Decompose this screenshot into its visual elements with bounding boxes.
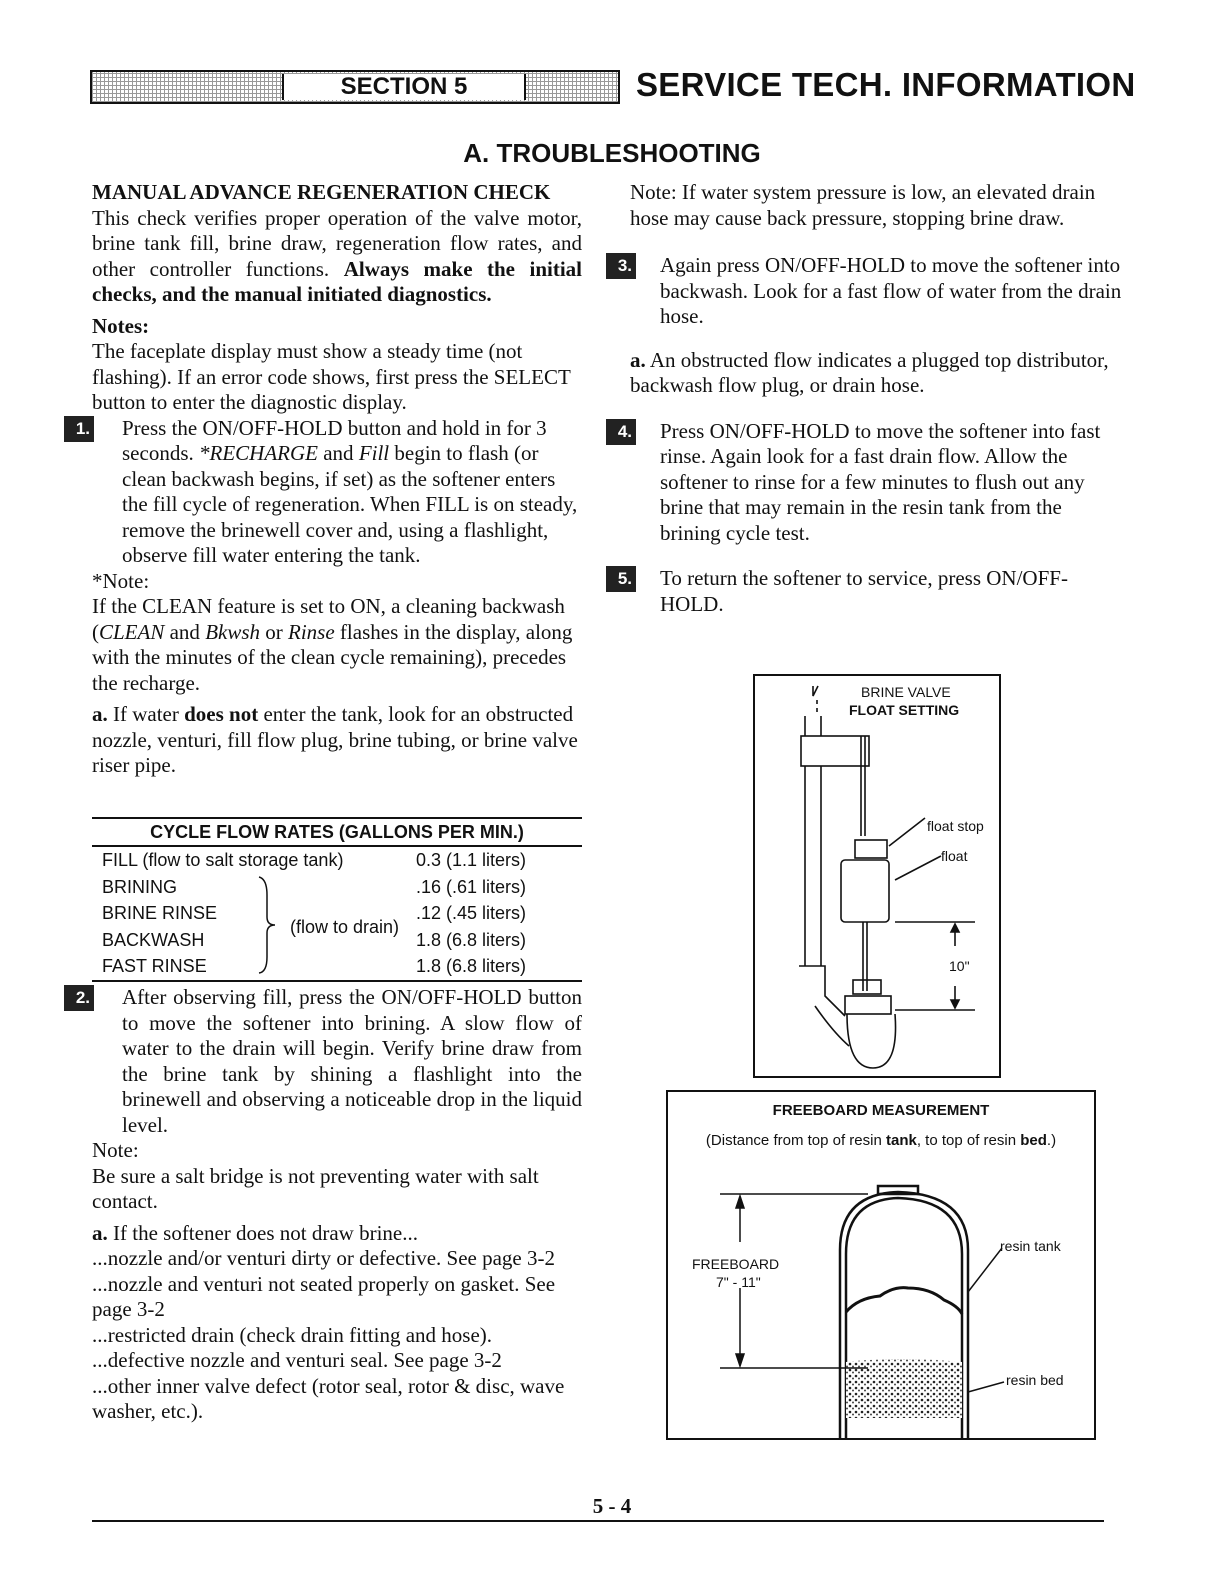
- step-number: 3.: [606, 253, 636, 279]
- note2-label: Note:: [92, 1138, 139, 1162]
- check-heading: MANUAL ADVANCE REGENERATION CHECK: [92, 180, 551, 204]
- flow-to-drain-label: (flow to drain): [290, 917, 400, 937]
- list-item: ...restricted drain (check drain fitting and hose).: [92, 1322, 493, 1347]
- section-label: SECTION 5: [282, 74, 526, 100]
- freeboard-title: FREEBOARD MEASUREMENT: [772, 1102, 990, 1119]
- figure-label-line2: FLOAT SETTING: [849, 702, 960, 718]
- notes-label: Notes:: [92, 313, 150, 338]
- table-title: CYCLE FLOW RATES (GALLONS PER MIN.): [92, 817, 582, 847]
- step-number: 2.: [64, 985, 94, 1011]
- step-4: 4. Press ON/OFF-HOLD to move the softener into fast rinse. Again look for a fast drain flow. Allow the softener to rinse for a few minutes to flush out any brine that may remain in the resin tank from the brining cycle test.: [630, 419, 1122, 547]
- list-item: ...nozzle and/or venturi dirty or defective. See page 3-2: [92, 1246, 555, 1270]
- float-stop-label: float stop: [927, 818, 984, 834]
- left-column: [75, 180, 583, 779]
- section-banner: [90, 70, 620, 104]
- table-row: BRINE RINSE .12 (.45 liters): [102, 903, 527, 923]
- freeboard-figure: [666, 1090, 1096, 1440]
- left-column-lower: [75, 985, 582, 1425]
- table-row: FILL (flow to salt storage tank) 0.3 (1.1 liters): [102, 850, 527, 870]
- footer-rule: [92, 1520, 1104, 1522]
- brine-valve-drawing: [755, 676, 999, 1076]
- step-3: 3. Again press ON/OFF-HOLD to move the softener into backwash. Look for a fast flow of water from the drain hose.: [630, 253, 1122, 330]
- resin-tank-label: resin tank: [1000, 1238, 1061, 1254]
- notes-text: The faceplate display must show a steady time (not flashing). If an error code shows, first press the SELECT button to enter the diagnostic display.: [92, 339, 571, 414]
- step-5: 5. To return the softener to service, press ON/OFF-HOLD.: [630, 566, 1122, 617]
- table-row: BRINING .16 (.61 liters): [102, 876, 527, 897]
- step-number: 1.: [64, 416, 94, 442]
- right-column: [617, 180, 1122, 617]
- float-label: float: [941, 848, 968, 864]
- page-title: SERVICE TECH. INFORMATION: [636, 66, 1136, 103]
- fill-check-a: a. If water does not enter the tank, look for an obstructed nozzle, venturi, fill flow plug, brine tubing, or brine valve riser pipe.: [92, 702, 578, 777]
- page-number: 5 - 4: [592, 1494, 632, 1518]
- step-2: 2. After observing fill, press the ON/OFF-HOLD button to move the softener into brining. A slow flow of water to the drain will begin. Verify brine draw from the brine tank by shining a flashlight into the brinewell and observing a noticeable drop in the liquid level.: [92, 985, 582, 1138]
- figure-label-line1: BRINE VALVE: [861, 684, 951, 700]
- step-1: 1. Press the ON/OFF-HOLD button and hold in for 3 seconds. *RECHARGE and Fill begin to flash (or clean backwash begins, if set) as the softener enters the fill cycle of regeneration. When FILL is on steady, remove the brinewell cover and, using a flashlight, observe fill water entering the tank.: [92, 416, 582, 569]
- star-note-label: *Note:: [92, 568, 150, 593]
- section-heading: A. TROUBLESHOOTING: [463, 138, 761, 168]
- freeboard-subtitle: (Distance from top of resin tank, to top of resin bed.): [705, 1132, 1057, 1149]
- list-item: ...nozzle and venturi not seated properly on gasket. See page 3-2: [92, 1271, 556, 1321]
- note2-text: Be sure a salt bridge is not preventing water with salt contact.: [92, 1163, 539, 1213]
- freeboard-label: FREEBOARD: [692, 1256, 780, 1272]
- table-row: FAST RINSE 1.8 (6.8 liters): [92, 953, 582, 982]
- step-number: 4.: [606, 419, 636, 445]
- dimension-label: 10": [949, 958, 970, 974]
- brine-valve-figure: [753, 674, 1001, 1078]
- pressure-note: Note: If water system pressure is low, an elevated drain hose may cause back pressure, stopping brine draw.: [630, 180, 1096, 230]
- resin-bed-label: resin bed: [1006, 1372, 1064, 1388]
- flow-rates-table: [92, 817, 582, 982]
- brine-check-a: a. If the softener does not draw brine...: [92, 1220, 418, 1245]
- list-item: ...defective nozzle and venturi seal. See page 3-2: [92, 1348, 502, 1372]
- freeboard-range: 7" - 11": [716, 1274, 761, 1290]
- clean-note: If the CLEAN feature is set to ON, a cleaning backwash (CLEAN and Bkwsh or Rinse flashes in the display, along with the minutes of the clean cycle remaining), precedes the recharge.: [92, 594, 573, 695]
- table-row: BACKWASH 1.8 (6.8 liters): [102, 929, 527, 950]
- list-item: ...other inner valve defect (rotor seal, rotor & disc, wave washer, etc.).: [92, 1373, 565, 1423]
- backwash-check-a: a. An obstructed flow indicates a plugged top distributor, backwash flow plug, or drain hose.: [630, 347, 1109, 397]
- step-number: 5.: [606, 566, 636, 592]
- intro-paragraph: This check verifies proper operation of the valve motor, brine tank fill, brine draw, regeneration flow rates, and other controller functions. Always make the initial checks, and the manual initiated diagnostics.: [92, 205, 583, 306]
- brace-icon: [257, 875, 277, 975]
